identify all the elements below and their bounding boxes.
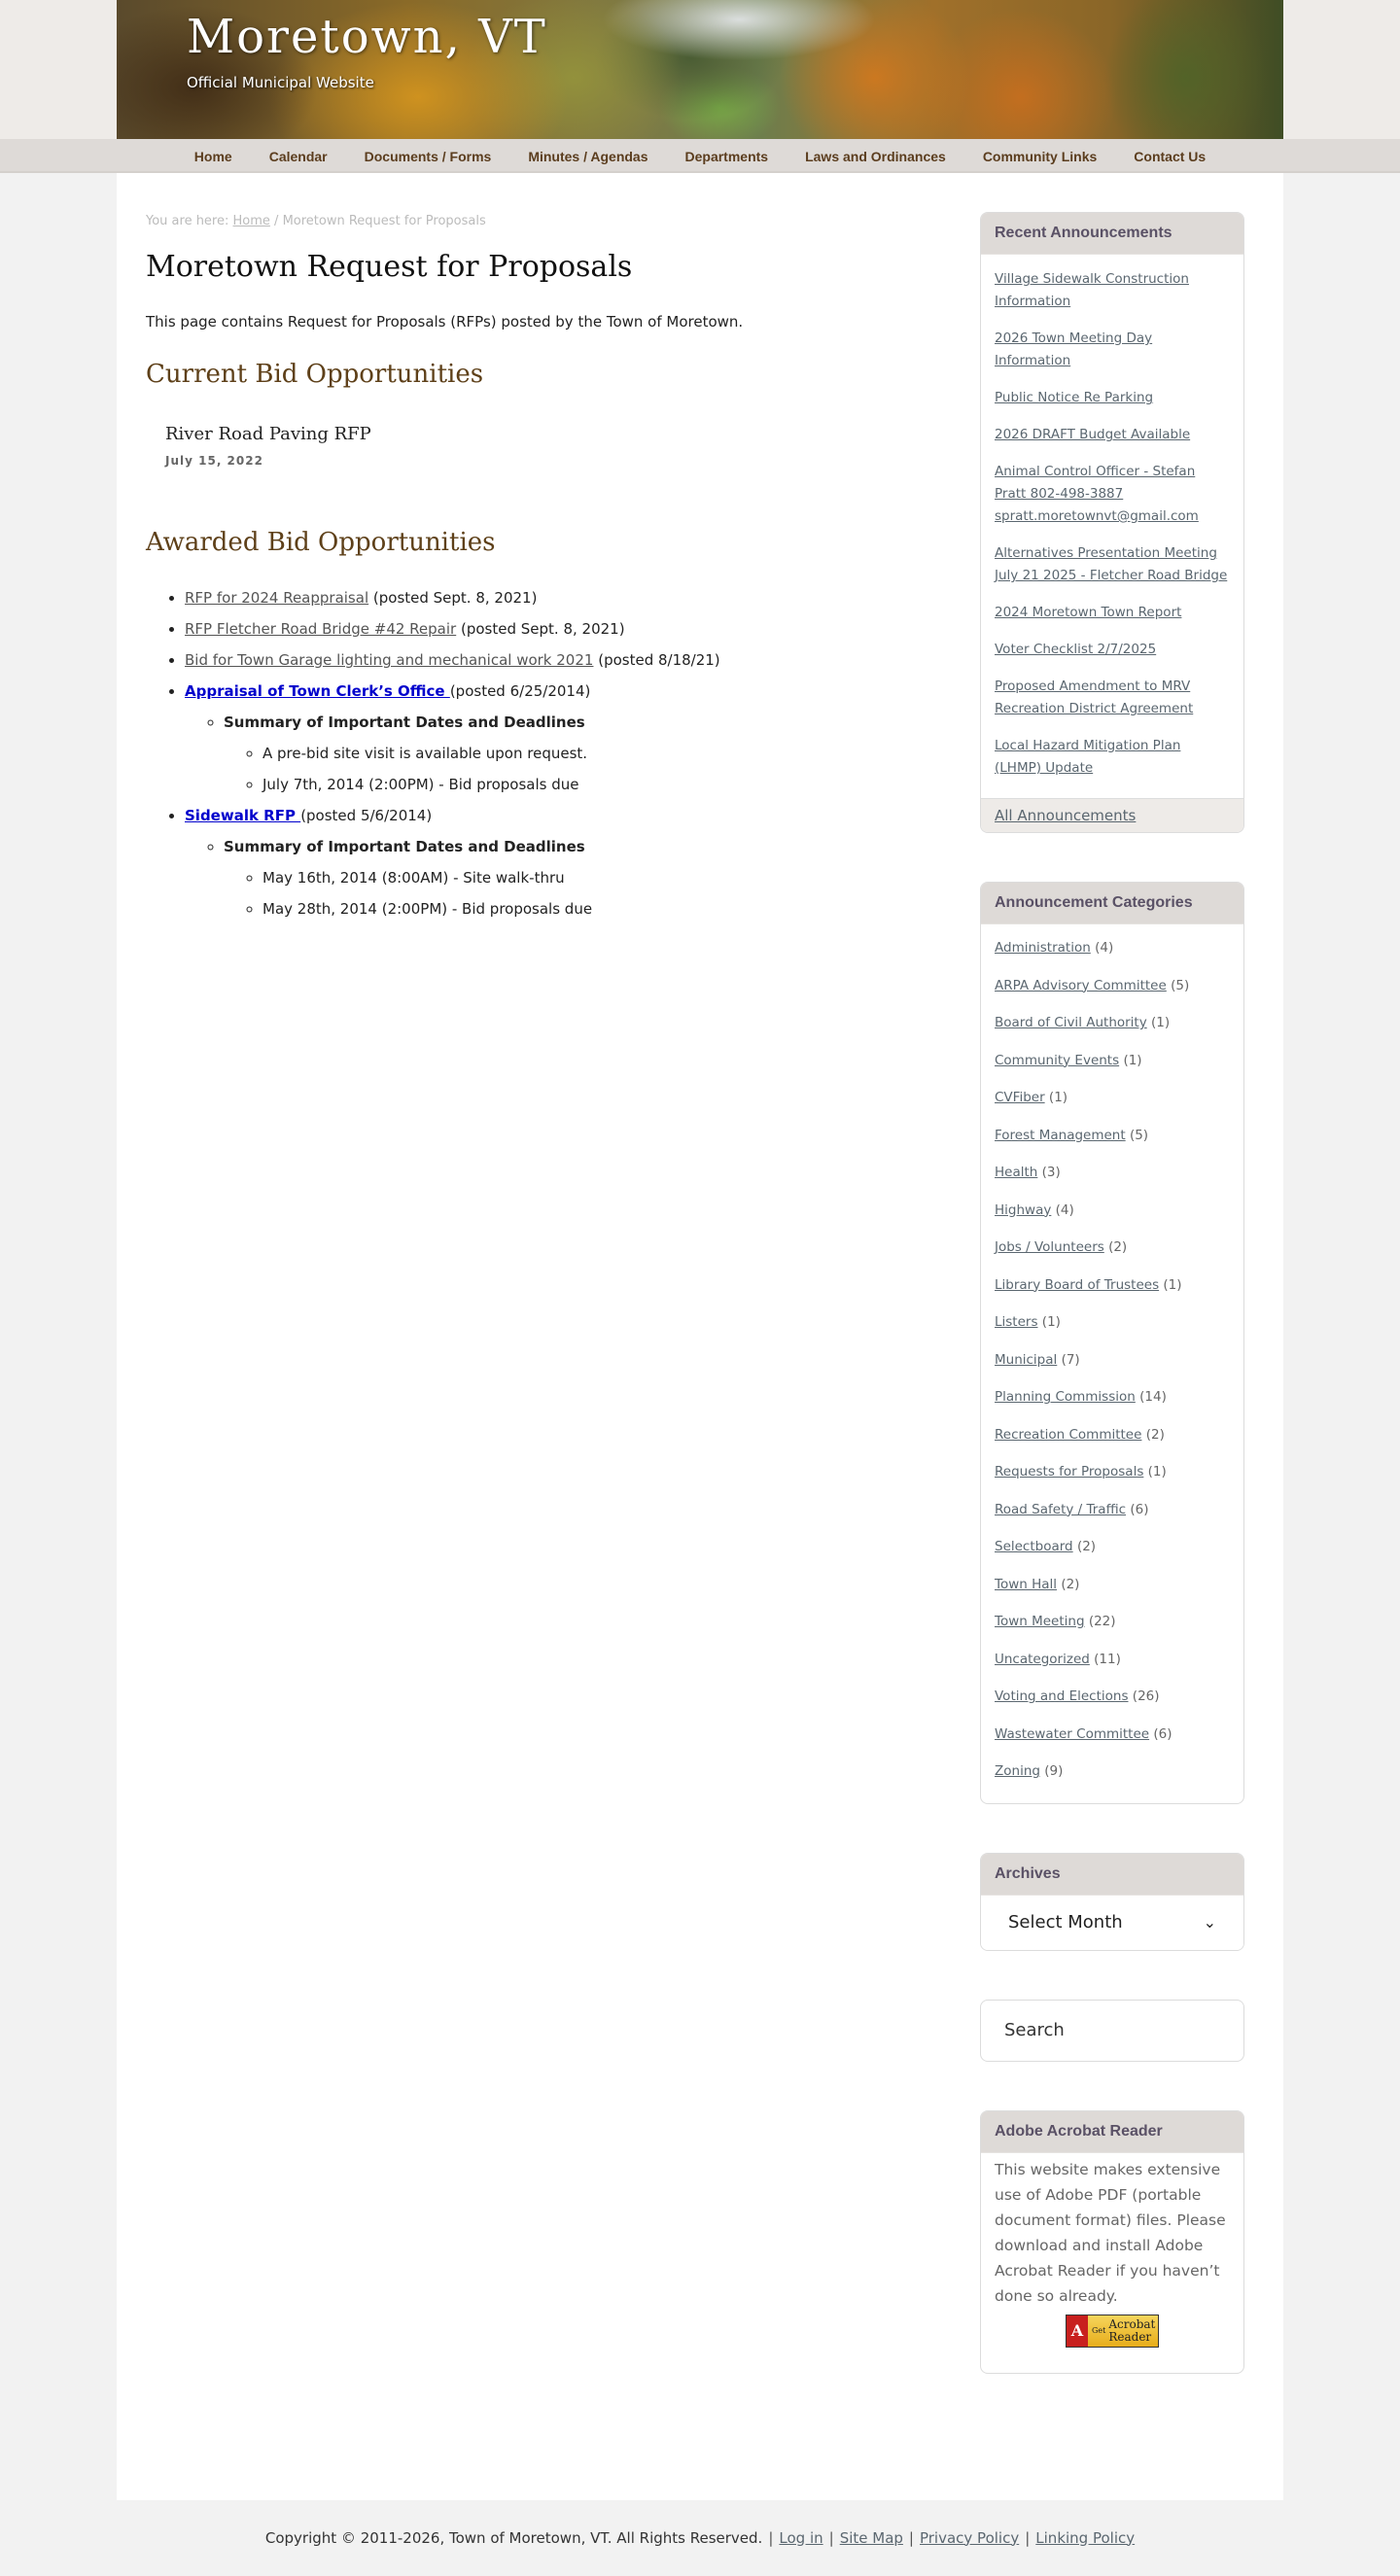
site-footer xyxy=(0,2500,1400,2576)
list-item xyxy=(995,1387,1230,1407)
list-item xyxy=(995,1537,1230,1556)
category-count: (2) xyxy=(1061,1576,1080,1592)
list-item xyxy=(185,644,873,676)
awarded-link-clerks-office[interactable]: Appraisal of Town Clerk’s Office xyxy=(185,682,450,700)
list-item xyxy=(995,461,1230,528)
list-item xyxy=(995,424,1230,446)
category-link[interactable]: Board of Civil Authority xyxy=(995,1015,1147,1030)
list-item xyxy=(995,1612,1230,1631)
widget-title: Announcement Categories xyxy=(981,883,1243,924)
list-item xyxy=(995,1650,1230,1669)
category-count: (5) xyxy=(1171,977,1190,993)
current-bid-entry xyxy=(165,424,873,468)
list-item xyxy=(995,1724,1230,1744)
main-nav xyxy=(0,139,1400,173)
category-count: (2) xyxy=(1145,1426,1165,1443)
current-bid-date: July 15, 2022 xyxy=(165,454,263,468)
footer-separator: | xyxy=(1025,2528,1031,2547)
category-link[interactable]: Administration xyxy=(995,940,1091,956)
category-link[interactable]: Selectboard xyxy=(995,1539,1073,1554)
badge-line2: Reader xyxy=(1108,2329,1152,2344)
list-item xyxy=(995,1575,1230,1594)
footer-sitemap-link[interactable]: Site Map xyxy=(839,2528,903,2547)
archives-month-select[interactable] xyxy=(981,1896,1243,1950)
breadcrumb xyxy=(146,214,873,228)
announcement-link[interactable]: Public Notice Re Parking xyxy=(995,390,1154,405)
list-item xyxy=(995,1425,1230,1445)
list-item xyxy=(995,328,1230,372)
footer-linking-link[interactable]: Linking Policy xyxy=(1035,2528,1136,2547)
list-item xyxy=(995,1051,1230,1070)
category-count: (1) xyxy=(1048,1090,1068,1105)
breadcrumb-separator: / xyxy=(274,214,279,228)
acrobat-reader-widget xyxy=(980,2110,1244,2374)
category-count: (3) xyxy=(1041,1165,1061,1180)
category-link[interactable]: Town Meeting xyxy=(995,1614,1085,1629)
category-count: (1) xyxy=(1041,1314,1061,1330)
widget-title: Recent Announcements xyxy=(981,213,1243,255)
recent-announcements-widget xyxy=(980,212,1244,833)
list-item xyxy=(995,976,1230,995)
list-item xyxy=(995,268,1230,313)
category-link[interactable]: Town Hall xyxy=(995,1576,1058,1592)
list-item: ◦ A pre-bid site visit is available upon request. xyxy=(262,738,873,769)
list-item: ◦ July 7th, 2014 (2:00PM) - Bid proposals due xyxy=(262,769,873,800)
category-count: (5) xyxy=(1129,1127,1149,1143)
category-link[interactable]: Road Safety / Traffic xyxy=(995,1501,1127,1517)
awarded-bids-list xyxy=(185,582,873,924)
awarded-bids-heading: Awarded Bid Opportunities xyxy=(146,528,496,557)
awarded-link-reappraisal[interactable]: RFP for 2024 Reappraisal xyxy=(185,589,369,607)
list-item xyxy=(995,1088,1230,1107)
category-count: (9) xyxy=(1044,1763,1064,1779)
sidebar xyxy=(980,212,1244,2422)
announcement-link[interactable]: Animal Control Officer - Stefan Pratt 802-498-3887 spratt.moretownvt@gmail.com xyxy=(995,464,1199,524)
awarded-note: (posted 5/6/2014) xyxy=(300,807,433,824)
category-count: (6) xyxy=(1130,1501,1149,1517)
category-link[interactable]: Forest Management xyxy=(995,1127,1126,1143)
current-bid-title[interactable]: River Road Paving RFP xyxy=(165,424,371,444)
announcement-link[interactable]: 2026 DRAFT Budget Available xyxy=(995,427,1191,442)
category-link[interactable]: Voting and Elections xyxy=(995,1688,1129,1704)
search-placeholder: Search xyxy=(1004,2020,1065,2040)
category-count: (11) xyxy=(1094,1651,1121,1667)
category-link[interactable]: ARPA Advisory Committee xyxy=(995,977,1167,993)
list-item xyxy=(995,735,1230,780)
category-count: (1) xyxy=(1151,1015,1171,1030)
archives-selected-value: Select Month xyxy=(1008,1912,1123,1932)
chevron-down-icon: ⌄ xyxy=(1203,1913,1216,1932)
announcement-link[interactable]: 2026 Town Meeting Day Information xyxy=(995,331,1153,368)
all-announcements-link[interactable]: All Announcements xyxy=(995,807,1137,824)
widget-title: Adobe Acrobat Reader xyxy=(981,2111,1243,2153)
badge-get: Get xyxy=(1092,2326,1106,2335)
list-item xyxy=(995,1275,1230,1295)
nav-item-community-links[interactable]: Community Links xyxy=(982,148,1098,164)
awarded-note: (posted 6/25/2014) xyxy=(449,682,591,700)
list-item xyxy=(995,1312,1230,1332)
category-link[interactable]: Municipal xyxy=(995,1351,1058,1368)
category-count: (4) xyxy=(1055,1201,1074,1218)
footer-separator: | xyxy=(828,2528,834,2547)
announcement-link[interactable]: Village Sidewalk Construction Information xyxy=(995,271,1189,309)
list-item xyxy=(224,707,873,800)
category-count: (2) xyxy=(1076,1539,1097,1554)
all-announcements-footer xyxy=(981,798,1243,832)
breadcrumb-home-link[interactable]: Home xyxy=(232,214,270,228)
nav-item-home[interactable]: Home xyxy=(193,148,232,164)
announcement-link[interactable]: Local Hazard Mitigation Plan (LHMP) Update xyxy=(995,738,1181,776)
badge-line1: Acrobat xyxy=(1108,2316,1156,2331)
get-acrobat-reader-button[interactable] xyxy=(1066,2315,1159,2348)
category-count: (7) xyxy=(1061,1351,1080,1368)
footer-login-link[interactable]: Log in xyxy=(779,2528,823,2547)
dates-list xyxy=(262,862,873,924)
list-item xyxy=(995,1462,1230,1481)
list-item xyxy=(995,387,1230,409)
page-wrap xyxy=(117,173,1283,2500)
category-count: (1) xyxy=(1123,1052,1142,1068)
nav-item-minutes-agendas[interactable]: Minutes / Agendas xyxy=(528,148,648,164)
category-count: (1) xyxy=(1147,1464,1167,1479)
nav-item-documents-forms[interactable]: Documents / Forms xyxy=(364,148,492,164)
category-count: (14) xyxy=(1139,1389,1167,1405)
nav-item-contact-us[interactable]: Contact Us xyxy=(1134,148,1207,164)
list-item xyxy=(995,1500,1230,1519)
site-title[interactable]: Moretown, VT xyxy=(187,10,547,64)
copyright-text: Copyright © 2011-2026, Town of Moretown, VT. All Rights Reserved. xyxy=(264,2528,763,2547)
category-link[interactable]: Listers xyxy=(995,1314,1038,1330)
summary-list xyxy=(224,831,873,924)
footer-separator: | xyxy=(768,2528,774,2547)
list-item xyxy=(995,1687,1230,1706)
list-item xyxy=(185,800,873,924)
category-link[interactable]: Recreation Committee xyxy=(995,1426,1142,1443)
adobe-logo-icon: A xyxy=(1067,2315,1088,2347)
category-count: (22) xyxy=(1088,1614,1116,1629)
list-item xyxy=(995,1013,1230,1032)
widget-title: Archives xyxy=(981,1854,1243,1896)
category-link[interactable]: Highway xyxy=(995,1201,1052,1218)
list-item xyxy=(995,1163,1230,1182)
category-link[interactable]: Library Board of Trustees xyxy=(995,1276,1160,1293)
announcement-categories-widget xyxy=(980,882,1244,1804)
nav-item-calendar[interactable]: Calendar xyxy=(268,148,328,164)
summary-list xyxy=(224,707,873,800)
site-tagline: Official Municipal Website xyxy=(187,74,374,91)
categories-list xyxy=(981,924,1243,1803)
breadcrumb-prefix: You are here: xyxy=(146,214,229,228)
list-item: ◦ May 28th, 2014 (2:00PM) - Bid proposals due xyxy=(262,893,873,924)
summary-title: Summary of Important Dates and Deadlines xyxy=(224,714,585,731)
category-link[interactable]: Health xyxy=(995,1165,1038,1180)
list-item xyxy=(995,1237,1230,1257)
footer-separator: | xyxy=(908,2528,914,2547)
dates-list xyxy=(262,738,873,800)
category-count: (1) xyxy=(1163,1276,1182,1293)
announcement-link[interactable]: Alternatives Presentation Meeting July 21 2025 - Fletcher Road Bridge xyxy=(995,545,1228,583)
nav-item-laws-ordinances[interactable]: Laws and Ordinances xyxy=(805,148,946,164)
category-link[interactable]: Uncategorized xyxy=(995,1651,1090,1667)
category-link[interactable]: Requests for Proposals xyxy=(995,1464,1144,1479)
list-item xyxy=(995,542,1230,587)
category-link[interactable]: Planning Commission xyxy=(995,1389,1136,1405)
list-item xyxy=(995,1126,1230,1145)
awarded-link-fletcher-bridge[interactable]: RFP Fletcher Road Bridge #42 Repair xyxy=(185,620,457,638)
list-item xyxy=(185,613,873,644)
recent-announcements-list xyxy=(981,255,1243,798)
breadcrumb-current: Moretown Request for Proposals xyxy=(282,214,486,228)
awarded-note: (posted Sept. 8, 2021) xyxy=(456,620,625,638)
intro-text: This page contains Request for Proposals (RFPs) posted by the Town of Moretown. xyxy=(146,313,744,331)
announcement-link[interactable]: 2024 Moretown Town Report xyxy=(995,605,1182,620)
list-item xyxy=(995,938,1230,957)
list-item xyxy=(224,831,873,924)
awarded-link-sidewalk[interactable]: Sidewalk RFP xyxy=(185,807,301,824)
list-item xyxy=(995,602,1230,624)
site-header-banner xyxy=(117,0,1283,139)
category-count: (26) xyxy=(1132,1688,1160,1704)
announcement-link[interactable]: Voter Checklist 2/7/2025 xyxy=(995,642,1157,657)
list-item: ◦ May 16th, 2014 (8:00AM) - Site walk-thru xyxy=(262,862,873,893)
summary-title: Summary of Important Dates and Deadlines xyxy=(224,838,585,855)
awarded-note: (posted 8/18/21) xyxy=(593,651,720,669)
list-item xyxy=(185,582,873,613)
list-item xyxy=(995,639,1230,661)
list-item xyxy=(995,676,1230,720)
category-link[interactable]: CVFiber xyxy=(995,1090,1045,1105)
category-count: (4) xyxy=(1095,940,1114,956)
list-item xyxy=(185,676,873,800)
category-link[interactable]: Zoning xyxy=(995,1763,1040,1779)
awarded-note: (posted Sept. 8, 2021) xyxy=(368,589,538,607)
category-link[interactable]: Jobs / Volunteers xyxy=(995,1239,1104,1255)
list-item xyxy=(995,1761,1230,1781)
list-item xyxy=(995,1350,1230,1370)
acrobat-description: This website makes extensive use of Adobe PDF (portable document format) files. Please download and install Adobe Acrobat Reader if you haven’t done so already. xyxy=(995,2160,1226,2305)
list-item xyxy=(995,1201,1230,1220)
main-content xyxy=(146,212,912,2422)
announcement-link[interactable]: Proposed Amendment to MRV Recreation District Agreement xyxy=(995,679,1194,716)
category-count: (6) xyxy=(1153,1725,1172,1742)
footer-privacy-link[interactable]: Privacy Policy xyxy=(919,2528,1020,2547)
search-input[interactable] xyxy=(980,2000,1244,2062)
current-bids-heading: Current Bid Opportunities xyxy=(146,360,484,389)
page-title: Moretown Request for Proposals xyxy=(146,250,633,284)
awarded-link-town-garage[interactable]: Bid for Town Garage lighting and mechanical work 2021 xyxy=(185,651,594,669)
category-count: (2) xyxy=(1108,1239,1128,1255)
category-link[interactable]: Wastewater Committee xyxy=(995,1725,1150,1742)
archives-widget xyxy=(980,1853,1244,1951)
nav-item-departments[interactable]: Departments xyxy=(684,148,769,164)
category-link[interactable]: Community Events xyxy=(995,1052,1120,1068)
